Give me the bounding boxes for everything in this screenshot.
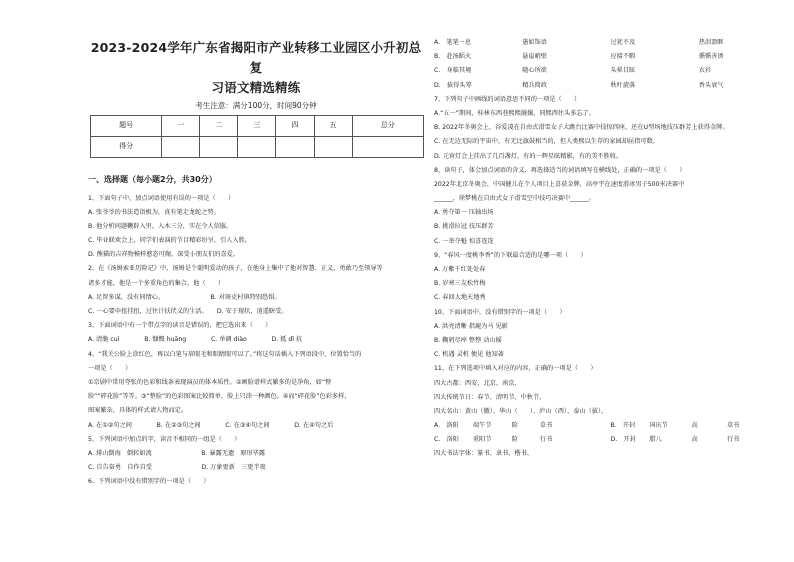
question-line: 图案繁杂，具体的样式请人物而定。 <box>88 407 187 415</box>
option-cell: 应接不暇 <box>610 53 636 61</box>
option-cell: B. 开封 <box>610 422 636 430</box>
left-question-list <box>86 192 426 490</box>
question-line: 诸多才能，他是一个多重角色的集合，他（ ） <box>88 279 225 287</box>
option-cell: 高 <box>691 422 698 430</box>
question-line: B. 岁寒三友松竹梅 <box>434 280 486 288</box>
question-line: 1、下面句子中，加点词语使用有误的一项是（ ） <box>88 194 235 202</box>
question-line: 11、在下列选项中填入对应的内容，正确的一项是（ ） <box>434 365 597 373</box>
score-cell: 总分 <box>352 115 423 136</box>
question-line: A. 勇夺第一 压轴出场 <box>434 209 494 217</box>
question-line: A. 在①②句之间 B. 在②③句之间 C. 在③④句之间 D. 在④句之后 <box>88 421 334 429</box>
score-cell: 二 <box>200 115 238 136</box>
exam-note: 考生注意：满分100分，时间90分钟 <box>195 101 317 110</box>
option-cell: A. 洛阳 <box>434 422 459 430</box>
question-line: D. 熊猫的吉祥物模样憨态可掬，深受小朋友们的喜爱。 <box>88 251 240 259</box>
option-row <box>434 50 787 64</box>
option-cell: A. 笔笔一息 <box>434 39 472 46</box>
question-line: 9、“春风一度桃李香”的下联最合适的是哪一项（ ） <box>434 251 587 259</box>
option-cell: D. 拔得头筹 <box>434 81 472 89</box>
score-table-header-row <box>91 115 424 136</box>
option-cell: 过犹不及 <box>610 39 636 46</box>
question-line: A. 洪亮清晰 指鹿为马 见影 <box>434 322 508 330</box>
question-line: A. 足智多谋，没有同情心。 B. 对斑克村镇特别恐惧。 <box>88 293 281 301</box>
question-line: 四大名山：黄山（徽）、华山（ ）、庐山（西）、泰山（拔）。 <box>434 407 608 415</box>
question-line: C. 一举夺魁 惊喜连连 <box>434 237 494 245</box>
question-line: 四大古都：西安、北京、南京、 <box>434 379 521 387</box>
question-line: D. 元宵灯会上挂出了几百盏灯，有的一辉星眩精影，有的美不胜收。 <box>434 152 623 160</box>
question-line: 6、下列词语中没有错别字的一项是（ ） <box>88 478 210 486</box>
question-line: 8、读句子，体会加点词语的含义，再选择适当的词语填写在横线处，正确的一项是（ ） <box>434 166 686 174</box>
question-line: ①京剧中常用夸张的色彩和线条表现演员的体本质性。②画脸谱样式繁多的是净角，如“整 <box>88 378 332 386</box>
score-cell: 三 <box>238 115 276 136</box>
question-line: C. 一心要申扭挂扭，过往计扶伏义的生活。 D. 安于现状，逍遥瞎受。 <box>88 308 288 315</box>
score-cell: 得分 <box>91 136 162 157</box>
option-cell: 悬崖峭壁 <box>522 53 547 61</box>
question-line: 7、下列句子中画线的词语意思不同的一项是（ ） <box>434 95 581 103</box>
score-cell <box>276 136 314 157</box>
option-cell: C. 身临其境 <box>434 67 472 75</box>
question-line: 2022年北京冬奥会，中国健儿在个人项目上喜获金牌，高亭宇在速度滑冰男子500米决赛中 <box>434 180 685 188</box>
question-line: 2、在《汤姆索亚历险记》中，汤姆是个聪明爱动的孩子，在他身上集中了他对智慧、正义、勇敢乃至领导等 <box>88 265 383 273</box>
question-line: C. 机遇 灵机 便见 他知著 <box>434 351 504 359</box>
option-cell: 行书 <box>539 436 553 444</box>
option-cell: 随心所欲 <box>522 67 547 75</box>
score-cell <box>162 136 200 157</box>
option-cell: 头晕目眩 <box>610 67 636 75</box>
question-line: A. 清脆 cuì B. 慷慨 huāng C. 单调 diào D. 抵 dǐ 抗 <box>88 336 303 344</box>
option-cell: 秋叶旋落 <box>610 81 636 89</box>
score-cell <box>238 136 276 157</box>
question-line: A. 万紫千红处处春 <box>434 266 486 273</box>
option-cell: D. 开封 <box>610 436 636 444</box>
option-cell: 热泪盈眶 <box>698 39 724 46</box>
question-line: 5、下列词语中加点的字，读音不相同的一组是（ ） <box>88 435 241 443</box>
question-line: B. 挑滑拉冠 技压群芳 <box>434 223 494 231</box>
score-table-score-row <box>91 136 424 157</box>
score-cell: 题号 <box>91 115 162 136</box>
question-line: 10、下面词语中，没有错别字的一项是（ ） <box>434 308 566 316</box>
option-cell: 重阳节 <box>472 436 492 444</box>
question-line: 4、“我关公脸上涂红色，再以白笔与眉眼毛和眼睛眼可以了。”将这句话插入下列语段中，位置恰当的 <box>88 350 362 358</box>
question-line: B. 鞠躬尽瘁 整整 动山摇 <box>434 336 502 344</box>
option-cell: 草书 <box>539 422 553 430</box>
option-cell: 香头衰气 <box>698 81 724 89</box>
question-line: C. 春回大地天地秀 <box>434 294 486 302</box>
q11-option-row <box>434 419 787 433</box>
option-cell: 循循善诱 <box>698 53 724 61</box>
option-cell: 险 <box>511 422 518 430</box>
option-row <box>434 79 787 93</box>
question-line: 3、下面词语中有一个带点字的读音是错误的，把它选出来（ ） <box>88 322 272 330</box>
question-line: A.“五一”期间，桂林东西巷熙熙攘攘，同熙西往头多忘了。 <box>434 109 596 117</box>
option-cell: 衣衫 <box>698 67 712 75</box>
question-line: B. 他分析问题鞭辟入里，入木三分，实在令人信服。 <box>88 222 233 230</box>
question-line: 四大书法字体：篆书、隶书、楷书、 <box>434 450 533 458</box>
question-line: C. 自告奋勇 自作自受 D. 万象更新 三更半夜 <box>88 464 266 472</box>
score-cell <box>352 136 423 157</box>
option-cell: B. 赴汤蹈火 <box>434 53 472 61</box>
score-cell: 四 <box>276 115 314 136</box>
question-line: A. 张爷爷的书法造诣极为，真有笔走龙蛇之势。 <box>88 208 220 216</box>
option-cell: 行书 <box>726 436 740 444</box>
option-cell: 精兵简政 <box>522 81 547 89</box>
q11-option-row <box>434 433 787 447</box>
score-cell: 一 <box>162 115 200 136</box>
score-cell <box>200 136 238 157</box>
question-line: A. 排山倒海 倒转如流 B. 暴露无遗 原形毕露 <box>88 449 266 457</box>
right-column <box>432 36 787 462</box>
option-cell: 端午节 <box>472 422 492 430</box>
option-cell: 愚如饰语 <box>522 39 547 46</box>
question-line: C. 在无边无际的宇宙中，有无比旗鼓相当的，但人类熙以生存的家园却屈指可数。 <box>434 138 659 146</box>
left-column <box>86 0 426 489</box>
option-cell: 高 <box>691 436 698 444</box>
q6-options-grid <box>432 36 787 93</box>
score-cell <box>314 136 352 157</box>
question-line: C. 毕业联欢会上，同学们表演的节目精彩纷呈，引人入胜。 <box>88 237 251 245</box>
option-cell: C. 洛阳 <box>434 436 459 444</box>
right-question-list <box>432 93 787 462</box>
option-cell: 腊八 <box>649 436 662 444</box>
option-cell: 险 <box>511 436 518 444</box>
question-line: 一项是（ ） <box>88 364 132 372</box>
option-cell: 草书 <box>726 422 740 430</box>
title-line-1: 2023-2024学年广东省揭阳市产业转移工业园区小升初总复 <box>90 40 422 75</box>
option-cell: 国庆节 <box>649 422 668 430</box>
question-line: B. 2022年冬奥会上，谷爱凌在自由式滑雪女子大跳台比赛中技惊四座，还在U型场地技压群芳上获得金牌。 <box>434 124 729 132</box>
question-line: 四大传统节日：春节、清明节、中秋节、 <box>434 393 546 401</box>
option-row <box>434 36 787 50</box>
title-line-2: 习语文精选精练 <box>211 80 301 95</box>
page-title <box>86 38 426 98</box>
score-table <box>90 115 424 158</box>
score-cell: 五 <box>314 115 352 136</box>
option-row <box>434 64 787 78</box>
question-line: ______，徐梦桃在自由式女子滑雪空中技巧决赛中______。 <box>434 195 595 203</box>
question-line: 脸”“碎花脸”等等。③“整脸”的色彩图案比较简单，脸上只涂一种颜色。④而“碎花脸”色彩多样， <box>88 393 351 401</box>
section-heading: 一、选择题（每小题2分，共30分） <box>88 174 217 184</box>
